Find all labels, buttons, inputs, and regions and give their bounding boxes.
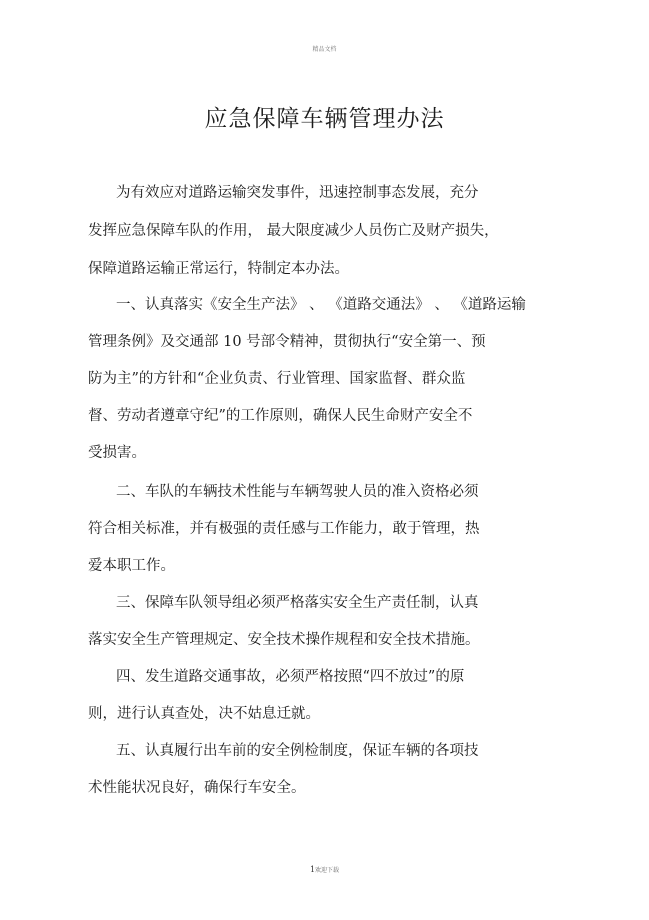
page-number: 1 <box>309 865 316 874</box>
paragraph-2-line-1: 二、车队的车辆技术性能与车辆驾驶人员的准入资格必须 <box>116 484 479 500</box>
paragraph-intro-line-3: 保障道路运输正常运行，特制定本办法。 <box>88 261 349 277</box>
header-note: 精品文档 <box>312 46 337 53</box>
page-footer <box>0 865 649 874</box>
paragraph-1-line-4: 督、劳动者遵章守纪”的工作原则，确保人民生命财产安全不 <box>88 408 473 424</box>
paragraph-2-line-3: 爱本职工作。 <box>88 558 175 574</box>
paragraph-2-line-2: 符合相关标准，并有极强的责任感与工作能力，敢于管理，热 <box>88 521 480 537</box>
paragraph-5-line-1: 五、认真履行出车前的安全例检制度，保证车辆的各项技 <box>116 743 479 759</box>
paragraph-intro-line-1: 为有效应对道路运输突发事件，迅速控制事态发展，充分 <box>116 185 479 201</box>
paragraph-3-line-1: 三、保障车队领导组必须严格落实安全生产责任制，认真 <box>116 595 479 611</box>
paragraph-4-line-2: 则，进行认真查处，决不姑息迁就。 <box>88 706 320 722</box>
paragraph-3-line-2: 落实安全生产管理规定、安全技术操作规程和安全技术措施。 <box>88 632 480 648</box>
paragraph-1-line-1: 一、认真落实《安全生产法》 、 《道路交通法》 、 《道路运输 <box>116 297 526 313</box>
paragraph-1-line-3: 防为主”的方针和“企业负责、行业管理、国家监督、群众监 <box>88 371 466 387</box>
paragraph-intro-line-2: 发挥应急保障车队的作用， 最大限度减少人员伤亡及财产损失， <box>88 223 499 239</box>
document-title: 应急保障车辆管理办法 <box>204 106 445 132</box>
footer-note: 欢迎下载 <box>315 867 340 874</box>
paragraph-4-line-1: 四、发生道路交通事故，必须严格按照“四不放过”的原 <box>116 669 465 685</box>
paragraph-1-line-5: 受损害。 <box>88 445 146 461</box>
paragraph-1-line-2: 管理条例》及交通部 10 号部令精神，贯彻执行“安全第一、预 <box>88 334 486 350</box>
paragraph-5-line-2: 术性能状况良好，确保行车安全。 <box>88 780 306 796</box>
